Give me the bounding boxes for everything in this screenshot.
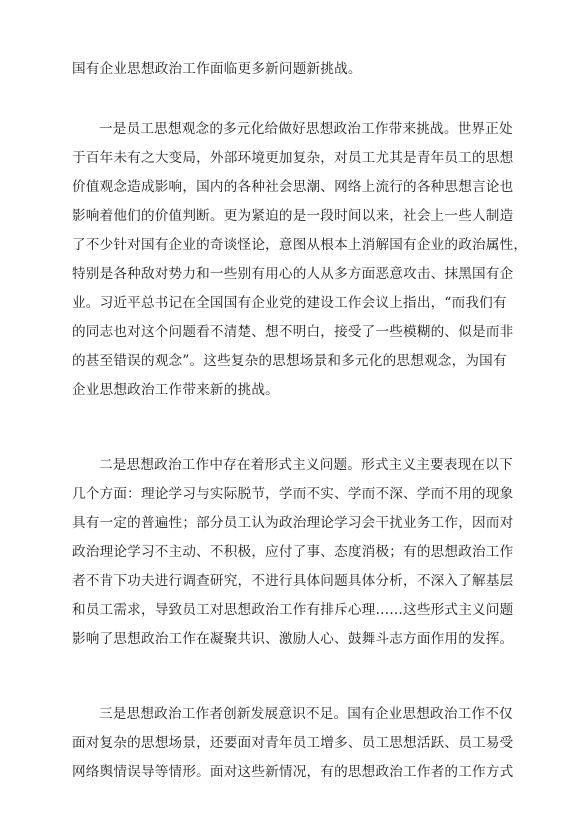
text-line: 价值观念造成影响，国内的各种社会思潮、网络上流行的各种思想言论也	[72, 179, 514, 195]
text-line: 企业思想政治工作带来新的挑战。	[72, 382, 279, 398]
text-line: 面对复杂的思想场景，还要面对青年员工增多、员工思想活跃、员工易受	[72, 735, 514, 751]
text-line: 的甚至错误的观念”。这些复杂的思想场景和多元化的思想观念，为国有	[72, 353, 507, 369]
paragraph-first-line: 二是思想政治工作中存在着形式主义问题。形式主义主要表现在以下	[99, 457, 513, 473]
text-line: 者不肯下功夫进行调查研究，不进行具体问题具体分析，不深入了解基层	[72, 573, 514, 589]
text-line: 业。习近平总书记在全国国有企业党的建设工作会议上指出，“而我们有	[72, 295, 507, 311]
paragraph-first-line: 一是员工思想观念的多元化给做好思想政治工作带来挑战。世界正处	[99, 121, 513, 137]
text-line: 政治理论学习不主动、不积极，应付了事、态度消极；有的思想政治工作	[72, 544, 514, 560]
text-line: 和员工需求，导致员工对思想政治工作有排斥心理……这些形式主义问题	[72, 602, 514, 618]
text-line: 影响了思想政治工作在凝聚共识、激励人心、鼓舞斗志方面作用的发挥。	[72, 631, 514, 647]
text-line: 于百年未有之大变局，外部环境更加复杂，对员工尤其是青年员工的思想	[72, 150, 514, 166]
text-line: 影响着他们的价值判断。更为紧迫的是一段时间以来，社会上一些人制造	[72, 208, 514, 224]
text-line: 几个方面：理论学习与实际脱节，学而不实、学而不深、学而不用的现象	[72, 486, 514, 502]
text-line: 特别是各种敌对势力和一些别有用心的人从多方面恶意攻击、抹黑国有企	[72, 266, 514, 282]
text-line: 具有一定的普遍性；部分员工认为政治理论学习会干扰业务工作，因而对	[72, 515, 514, 531]
text-line: 的同志也对这个问题看不清楚、想不明白，接受了一些模糊的、似是而非	[72, 324, 514, 340]
text-line: 了不少针对国有企业的奇谈怪论，意图从根本上消解国有企业的政治属性，	[72, 237, 528, 253]
text-line: 网络舆情误导等情形。面对这些新情况，有的思想政治工作者的工作方式	[72, 764, 514, 780]
text-line: 国有企业思想政治工作面临更多新问题新挑战。	[72, 61, 362, 77]
paragraph-first-line: 三是思想政治工作者创新发展意识不足。国有企业思想政治工作不仅	[99, 706, 513, 722]
